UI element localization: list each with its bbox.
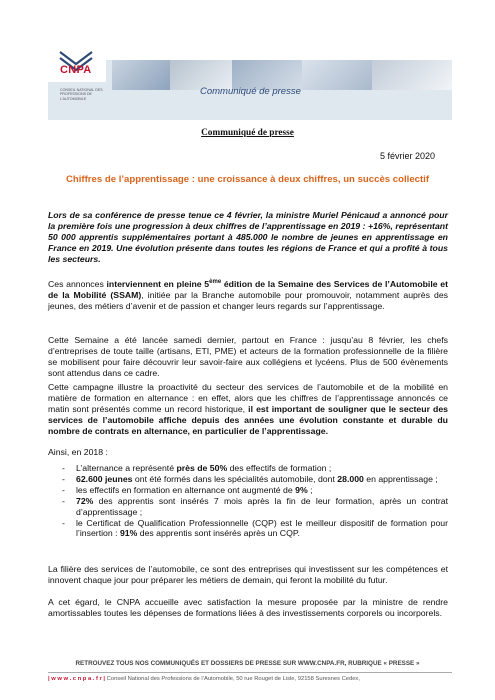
list-item: - 62.600 jeunes ont été formés dans les spécialités automobile, dont 28.000 en apprentissage ; <box>62 473 438 484</box>
list-item: - le Certificat de Qualification Professionnelle (CQP) est le meilleur dispositif de formation pour l’insertion : 91% des apprentis sont insérés après un CQP. <box>62 517 448 539</box>
footer-divider <box>48 672 452 673</box>
document-date: 5 février 2020 <box>379 151 435 161</box>
banner-title: Communiqué de presse <box>200 86 301 97</box>
footer-call-to-action: RETROUVEZ TOUS NOS COMMUNIQUÉS ET DOSSIERS DE PRESSE SUR WWW.CNPA.FR, RUBRIQUE « PRESSE » <box>75 660 420 667</box>
paragraph-ainsi: Ainsi, en 2018 : <box>48 447 108 457</box>
website-link[interactable]: | w w w . c n p a . f r | <box>48 676 106 682</box>
key-figures-list <box>62 463 448 539</box>
list-item: - 72% des apprentis sont insérés 7 mois après la fin de leur formation, après un contrat d’apprentissage ; <box>62 495 448 517</box>
paragraph-mesure: A cet égard, le CNPA accueille avec satisfaction la mesure proposée par la ministre de rendre amortissables toutes les dépenses de formations liées à des investissements corporels ou incorporels. <box>48 597 448 618</box>
footer-address: | w w w . c n p a . f r | Conseil National des Professions de l’Automobile, 50 rue Rouget de Lisle, 92158 Suresnes Cedex, <box>48 676 360 682</box>
paragraph-filiere: La filière des services de l’automobile, ce sont des entreprises qui investissent sur les compétences et innovent chaque jour pour préparer les métiers de demain, qui feront la mobilité du futur. <box>48 564 448 585</box>
paragraph-ssam: Ces annonces interviennent en pleine 5ème édition de la Semaine des Services de l’Automobile et de la Mobilité (SSAM), initiée par la Branche automobile pour promouvoir, notamment auprès des jeunes, des métiers d’avenir et de passion et changer leurs regards sur l’apprentissage. <box>48 279 449 311</box>
headline: Chiffres de l’apprentissage : une croissance à deux chiffres, un succès collectif <box>65 174 430 185</box>
logo-text: CNPA <box>60 64 92 76</box>
logo-subtitle: CONSEIL NATIONAL DES PROFESSIONS DE L'AUTOMOBILE <box>60 88 103 101</box>
paragraph-campagne: Cette campagne illustre la proactivité du secteur des services de l’automobile et de la mobilité en matière de formation en alternance : en effet, alors que les chiffres de l’apprentissage annoncés ce matin sont présentés comme un record historique, il est important de souligner que le secteur des services de l’automobile affiche depuis des années une évolution constante et durable du nombre de contrats en alternance, en particulier de l’apprentissage. <box>48 382 448 436</box>
lead-paragraph: Lors de sa conférence de presse tenue ce 4 février, la ministre Muriel Pénicaud a annoncé pour la première fois une progression à deux chiffres de l’apprentissage en 2019 : +16%, représentant 50 000 apprentis supplémentaires portant à 485.000 le nombre de jeunes en apprentissage en France en 2019. Une évolution présente dans toutes les régions de France et qui a profité à tous les secteurs. <box>48 210 448 264</box>
paragraph-semaine: Cette Semaine a été lancée samedi dernier, partout en France : jusqu’au 8 février, les chefs d’entreprises de toute taille (artisans, ETI, PME) et acteurs de la formation professionnelle de la filière se mobilisent pour faire découvrir leur savoir-faire aux collégiens et lycéens. Plus de 500 évènements sont attendus dans ce cadre. <box>48 335 448 378</box>
list-item: - L’alternance a représenté près de 50% des effectifs de formation ; <box>62 463 332 473</box>
list-item: - les effectifs en formation en alternance ont augmenté de 9% ; <box>62 484 313 495</box>
document-title: Communiqué de presse <box>201 128 294 138</box>
